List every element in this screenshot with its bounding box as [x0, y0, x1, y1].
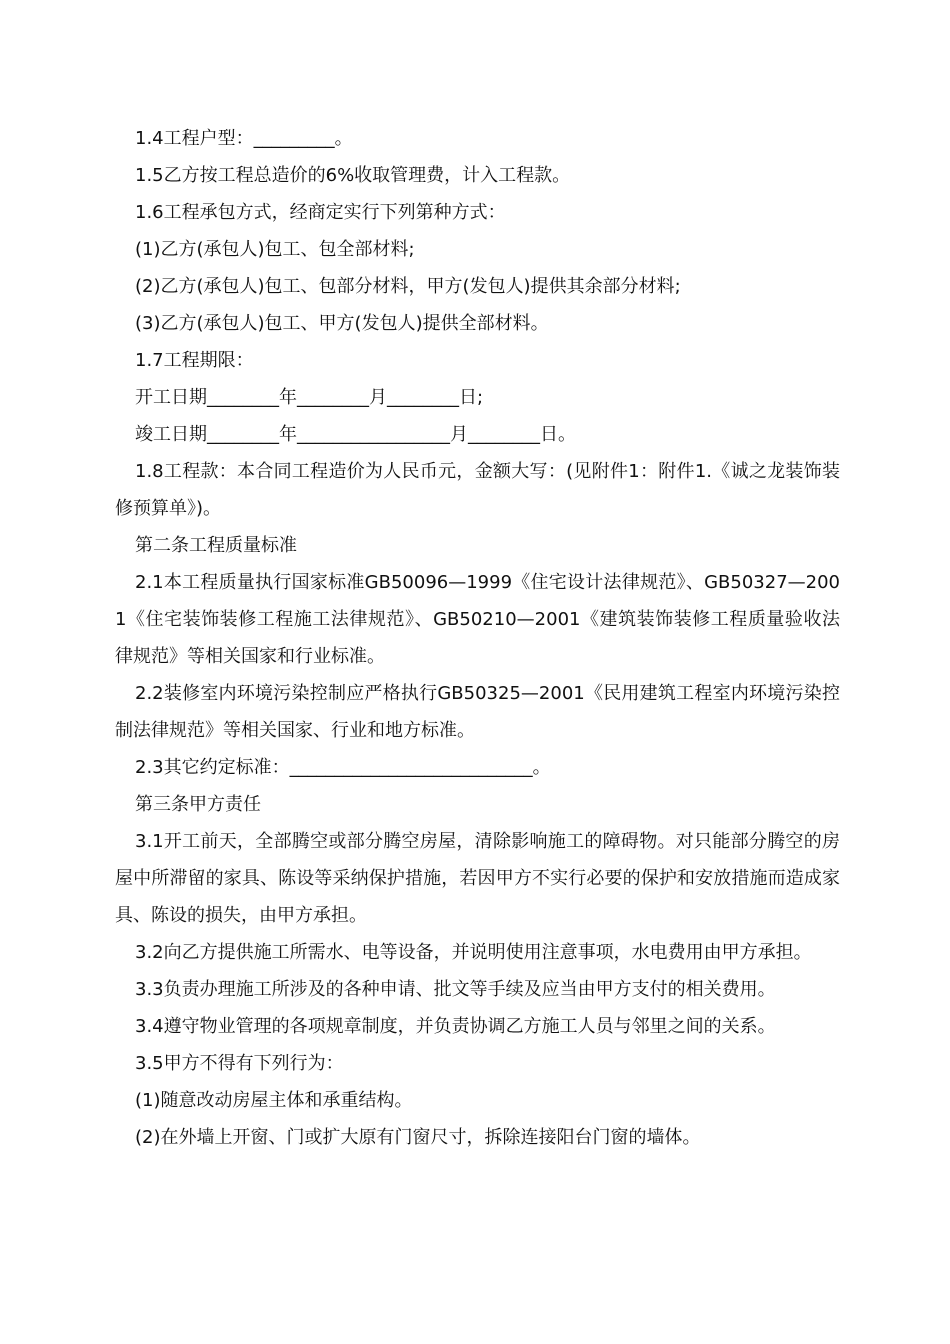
clause-1-7-duration: 1.7工程期限： — [135, 350, 254, 371]
prohibited-act-1: (1)随意改动房屋主体和承重结构。 — [135, 1090, 413, 1111]
clause-3-3-permits: 3.3负责办理施工所涉及的各种申请、批文等手续及应当由甲方支付的相关费用。 — [135, 979, 776, 1000]
clause-1-4-house-type: 1.4工程户型：_________。 — [135, 128, 353, 149]
clause-3-4-property-rules: 3.4遵守物业管理的各项规章制度，并负责协调乙方施工人员与邻里之间的关系。 — [135, 1016, 776, 1037]
method-option-2: (2)乙方(承包人)包工、包部分材料，甲方(发包人)提供其余部分材料; — [135, 276, 681, 297]
clause-2-2-pollution-control: 2.2装修室内环境污染控制应严格执行GB50325—2001《民用建筑工程室内环境污染控制法律规范》等相关国家、行业和地方标准。 — [115, 683, 840, 741]
completion-date-line: 竣工日期________年_________________月________日。 — [135, 424, 576, 445]
clause-1-8-project-price: 1.8工程款：本合同工程造价为人民币元，金额大写：(见附件1：附件1.《诚之龙装饰装修预算单》)。 — [115, 461, 840, 519]
clause-1-5-management-fee: 1.5乙方按工程总造价的6%收取管理费，计入工程款。 — [135, 165, 571, 186]
clause-1-6-contract-method: 1.6工程承包方式，经商定实行下列第种方式： — [135, 202, 506, 223]
article-3-heading: 第三条甲方责任 — [135, 794, 261, 815]
clause-2-1-quality-standard: 2.1本工程质量执行国家标准GB50096—1999《住宅设计法律规范》、GB50327—2001《住宅装饰装修工程施工法律规范》、GB50210—2001《建筑装饰装修工程质量验收法律规范》等相关国家和行业标准。 — [115, 572, 840, 667]
clause-3-1-clear-premises: 3.1开工前天，全部腾空或部分腾空房屋，清除影响施工的障碍物。对只能部分腾空的房屋中所滞留的家具、陈设等采纳保护措施，若因甲方不实行必要的保护和安放措施而造成家具、陈设的损失，由甲方承担。 — [115, 831, 840, 926]
contract-body — [115, 120, 840, 1156]
clause-2-3-other-standards: 2.3其它约定标准：___________________________。 — [135, 757, 551, 778]
start-date-line: 开工日期________年________月________日; — [135, 387, 484, 408]
clause-3-5-prohibited-acts: 3.5甲方不得有下列行为： — [135, 1053, 344, 1074]
prohibited-act-2: (2)在外墙上开窗、门或扩大原有门窗尺寸，拆除连接阳台门窗的墙体。 — [135, 1127, 701, 1148]
method-option-3: (3)乙方(承包人)包工、甲方(发包人)提供全部材料。 — [135, 313, 549, 334]
article-2-heading: 第二条工程质量标准 — [135, 535, 297, 556]
method-option-1: (1)乙方(承包人)包工、包全部材料; — [135, 239, 415, 260]
clause-3-2-utilities: 3.2向乙方提供施工所需水、电等设备，并说明使用注意事项，水电费用由甲方承担。 — [135, 942, 812, 963]
